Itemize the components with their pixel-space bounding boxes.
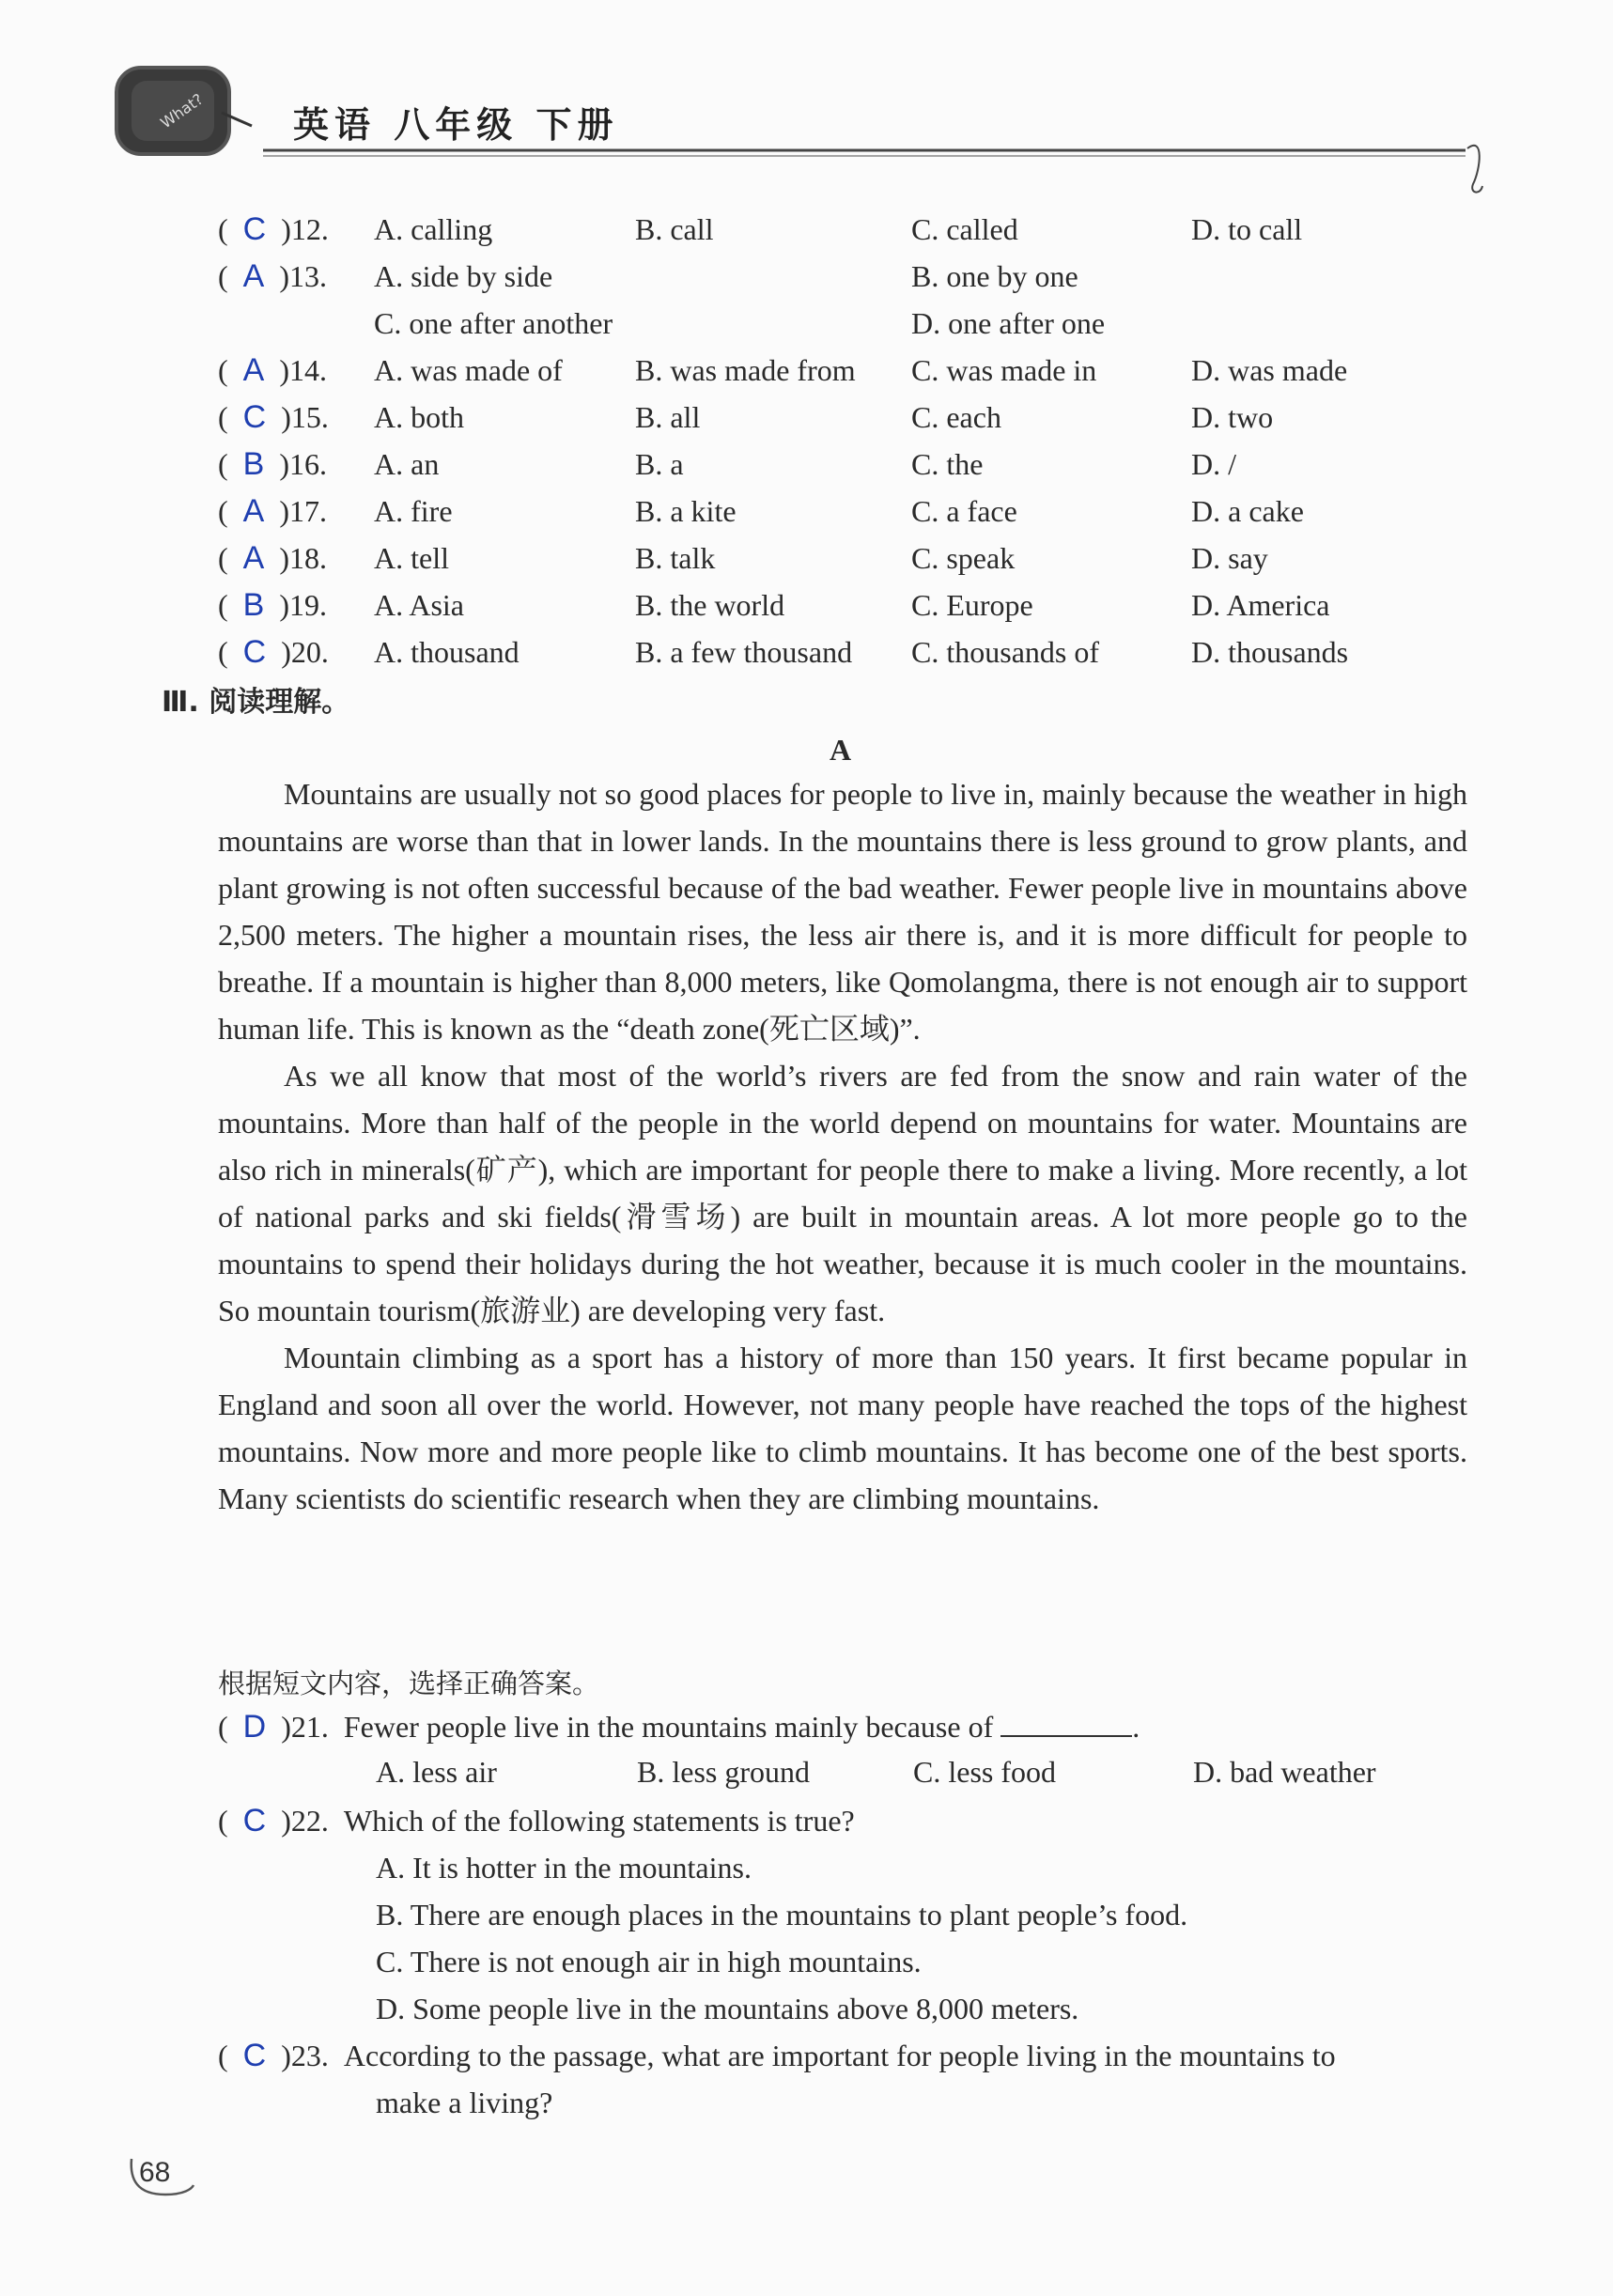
option-a: A. side by side xyxy=(374,259,553,293)
answer-mark: B xyxy=(242,446,265,482)
option-a: A. an xyxy=(374,447,440,481)
reading-passage xyxy=(218,770,1467,1522)
option-a: A. was made of xyxy=(374,353,563,387)
option-c: C. less food xyxy=(913,1755,1056,1789)
option-a: A. It is hotter in the mountains. xyxy=(376,1851,752,1885)
option-d: D. say xyxy=(1191,541,1268,575)
page-number: 68 xyxy=(139,2157,171,2188)
option-c: D. one after one xyxy=(911,306,1106,340)
answer-mark: A xyxy=(242,258,265,294)
question-head: ( A )13. xyxy=(218,258,327,294)
question-head: ( A )18. xyxy=(218,540,327,576)
answer-mark: D xyxy=(242,1709,267,1745)
answer-mark: A xyxy=(242,352,265,388)
question-23: ( C )23. According to the passage, what are important for people living in the mountains to xyxy=(218,2038,1336,2073)
option-a: A. calling xyxy=(374,212,493,246)
passage-paragraph: As we all know that most of the world’s rivers are fed from the snow and rain water of the mountains. More than half of the people in the world depend on mountains for water. Mountains are also rich in minerals(矿产), which are important for people there to make a living. More recently, a lot of national parks and ski fields(滑雪场) are built in mountain areas. A lot more people go to the mountains to spend their holidays during the hot weather, because it is much cooler in the mountains. So mountain tourism(旅游业) are developing very fast. xyxy=(218,1059,1467,1327)
option-c: C. Europe xyxy=(911,588,1033,622)
question-22: ( C )22. Which of the following statements is true? xyxy=(218,1803,855,1838)
question-number: 12. xyxy=(290,212,329,246)
answer-mark: C xyxy=(242,2038,267,2073)
answer-mark: C xyxy=(242,634,267,670)
option-b: B. less ground xyxy=(637,1755,810,1789)
question-number: 15. xyxy=(290,400,329,434)
passage-paragraph: Mountains are usually not so good places for people to live in, mainly because the weather in high mountains are worse than that in lower lands. In the mountains there is less ground to grow plants, and plant growing is not often successful because of the bad weather. Fewer people live in mountains above 2,500 meters. The higher a mountain rises, the less air there is, and it is more difficult for people to breathe. If a mountain is higher than 8,000 meters, like Qomolangma, there is not enough air to support human life. This is known as the “death zone(死亡区域)”. xyxy=(218,777,1467,1046)
question-head: ( A )14. xyxy=(218,352,327,388)
option-d: D. America xyxy=(1191,588,1330,622)
question-number: 14. xyxy=(289,353,327,387)
option-b: B. There are enough places in the mountains to plant people’s food. xyxy=(376,1898,1188,1931)
option-b: B. all xyxy=(635,400,701,434)
option-c: C. a face xyxy=(911,494,1017,528)
option-a: A. tell xyxy=(374,541,449,575)
option-a: A. thousand xyxy=(374,635,520,669)
option-c: C. each xyxy=(911,400,1001,434)
question-head: ( C )20. xyxy=(218,634,329,670)
question-number: 19. xyxy=(289,588,327,622)
question-head: ( C )12. xyxy=(218,211,329,247)
option-d: D. a cake xyxy=(1191,494,1304,528)
option-d: D. / xyxy=(1191,447,1236,481)
passage-paragraph: Mountain climbing as a sport has a history of more than 150 years. It first became popular in England and soon all over the world. However, not many people have reached the tops of the highest mountains. Now more and more people like to climb mountains. It has become one of the best sports. Many scientists do scientific research when they are climbing mountains. xyxy=(218,1341,1467,1515)
question-head: ( B )16. xyxy=(218,446,327,482)
option-b: B. a few thousand xyxy=(635,635,853,669)
question-stem-continued: make a living? xyxy=(376,2086,553,2119)
answer-mark: C xyxy=(242,399,267,435)
answer-mark: C xyxy=(242,211,267,247)
answer-mark: A xyxy=(242,540,265,576)
question-number: 17. xyxy=(289,494,327,528)
page-header-title: 英语 八年级 下册 xyxy=(293,104,619,146)
instruction-text: 根据短文内容，选择正确答案。 xyxy=(218,1668,600,1699)
question-head: ( B )19. xyxy=(218,587,327,623)
option-b: B. the world xyxy=(635,588,785,622)
option-d: D. two xyxy=(1191,400,1274,434)
stem-end: . xyxy=(1132,1710,1140,1744)
option-c: C. the xyxy=(911,447,984,481)
option-d: D. to call xyxy=(1191,212,1303,246)
answer-mark: B xyxy=(242,587,265,623)
option-a: A. less air xyxy=(376,1755,497,1789)
tv-speech-icon xyxy=(111,62,261,165)
question-head: ( C )15. xyxy=(218,399,329,435)
option-a: A. both xyxy=(374,400,464,434)
option-b: B. was made from xyxy=(635,353,856,387)
question-number: 20. xyxy=(290,635,329,669)
option-c: C. speak xyxy=(911,541,1016,575)
question-stem: Fewer people live in the mountains mainly because of xyxy=(343,1710,994,1744)
option-a: C. one after another xyxy=(374,306,613,340)
option-d: D. was made xyxy=(1191,353,1348,387)
option-b: B. a kite xyxy=(635,494,737,528)
question-head: ( A )17. xyxy=(218,493,327,529)
question-21: ( D )21. Fewer people live in the mountains mainly because of . xyxy=(218,1709,1140,1745)
option-b: B. call xyxy=(635,212,714,246)
option-c: C. was made in xyxy=(911,353,1097,387)
question-number: 23. xyxy=(290,2039,329,2072)
option-c: C. There is not enough air in high mountains. xyxy=(376,1945,922,1978)
option-c: C. thousands of xyxy=(911,635,1099,669)
option-b: B. talk xyxy=(635,541,716,575)
option-d: D. bad weather xyxy=(1193,1755,1376,1789)
option-d: D. thousands xyxy=(1191,635,1349,669)
icon-label: What? xyxy=(157,89,207,132)
question-number: 16. xyxy=(289,447,327,481)
header-decorative-rule xyxy=(263,141,1484,207)
option-a: A. fire xyxy=(374,494,453,528)
answer-blank xyxy=(1000,1709,1132,1737)
option-b: B. a xyxy=(635,447,684,481)
question-number: 21. xyxy=(290,1710,329,1744)
option-a: A. Asia xyxy=(374,588,464,622)
answer-mark: A xyxy=(242,493,265,529)
question-number: 22. xyxy=(290,1804,329,1838)
question-number: 18. xyxy=(289,541,327,575)
option-d: D. Some people live in the mountains above 8,000 meters. xyxy=(376,1992,1079,2025)
section-heading: Ⅲ. 阅读理解。 xyxy=(162,686,350,719)
answer-mark: C xyxy=(242,1803,267,1838)
question-stem: According to the passage, what are important for people living in the mountains to xyxy=(343,2039,1336,2072)
option-c: C. called xyxy=(911,212,1018,246)
option-c: B. one by one xyxy=(911,259,1078,293)
question-number: 13. xyxy=(289,259,327,293)
passage-title: A xyxy=(830,733,852,767)
question-stem: Which of the following statements is true? xyxy=(343,1804,855,1838)
